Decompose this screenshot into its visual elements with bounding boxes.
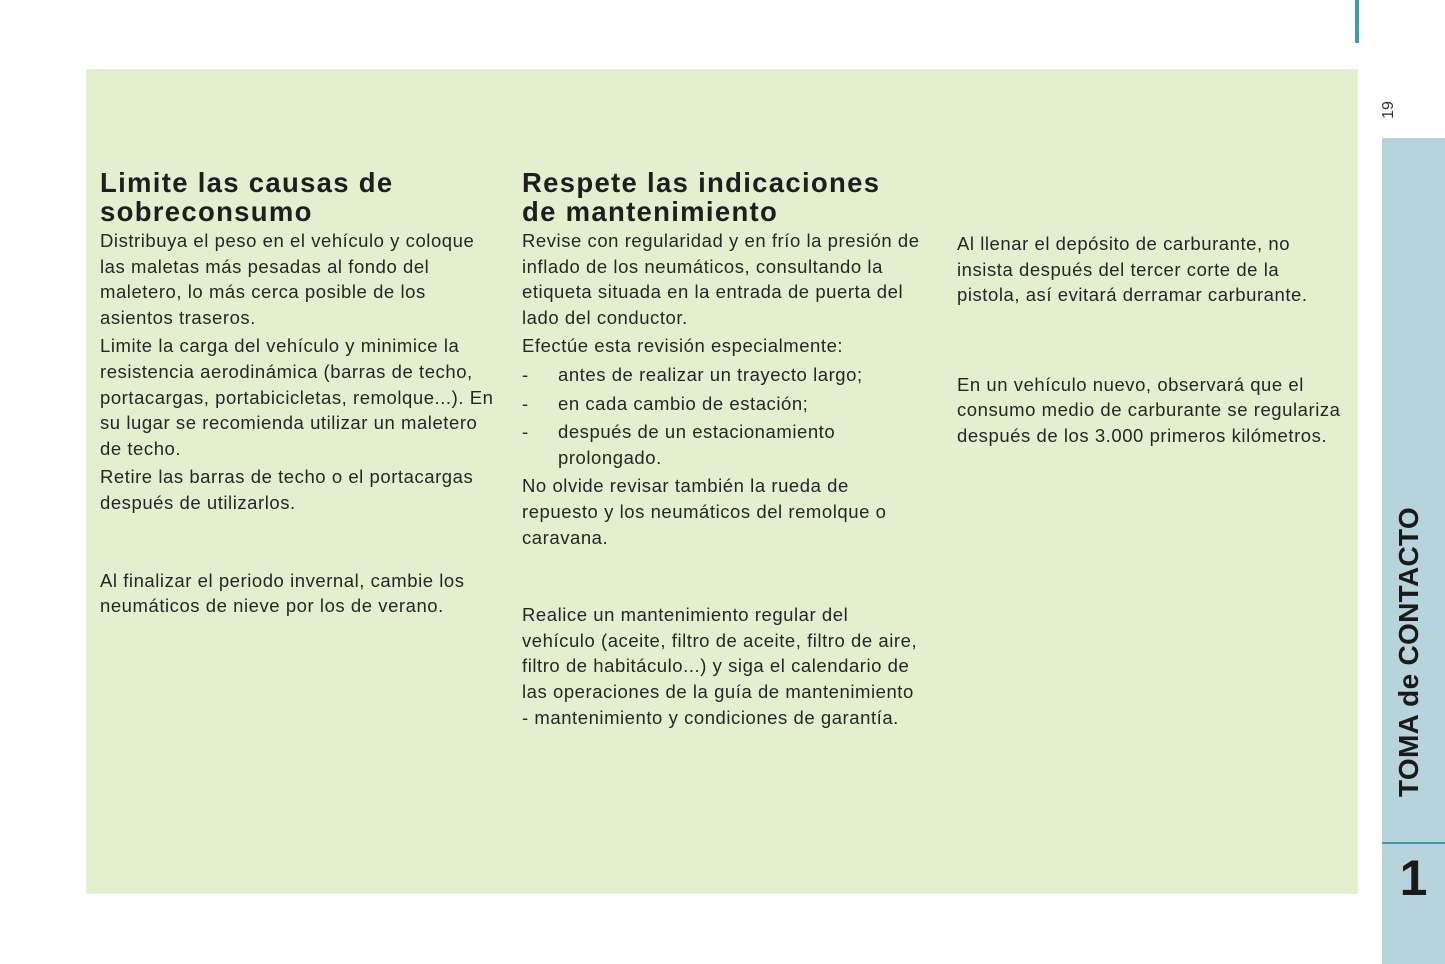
chapter-number: 1 bbox=[1399, 850, 1428, 906]
paragraph-presion: Revise con regularidad y en frío la presión de inflado de los neumáticos, consultando la etiqueta situada en la entrada de puerta del lado del conductor. bbox=[522, 230, 920, 328]
paragraph-carga: Limite la carga del vehículo y minimice la resistencia aerodinámica (barras de techo, portacargas, portabicicletas, remolque...). En su lugar se recomienda utilizar un maletero de techo. bbox=[100, 335, 494, 459]
paragraph-revision: Efectúe esta revisión especialmente: bbox=[522, 335, 844, 357]
chapter-tab-divider bbox=[1382, 842, 1445, 844]
list-item-text: antes de realizar un trayecto largo; bbox=[558, 363, 863, 385]
list-item-text: después de un estacionamiento prolongado. bbox=[558, 421, 836, 468]
page-number: 19 bbox=[1380, 101, 1397, 119]
column-carburante bbox=[957, 231, 1347, 452]
revision-list bbox=[522, 362, 922, 470]
heading-mantenimiento: Respete las indicaciones de mantenimiento bbox=[522, 167, 881, 227]
column-mantenimiento bbox=[522, 168, 922, 733]
paragraph-mantenimiento-regular: Realice un mantenimiento regular del vehículo (aceite, filtro de aceite, filtro de aire, filtro de habitáculo...) y siga el calendario de las operaciones de la guía de mantenimiento - mantenimiento y condiciones de garantía. bbox=[522, 604, 918, 728]
list-item-text: en cada cambio de estación; bbox=[558, 392, 809, 414]
paragraph-consumo-medio: En un vehículo nuevo, observará que el consumo medio de carburante se regulariza después de los 3.000 primeros kilómetros. bbox=[957, 373, 1341, 446]
dash-bullet: - bbox=[522, 392, 529, 414]
list-item bbox=[522, 419, 922, 470]
paragraph-barras: Retire las barras de techo o el portacargas después de utilizarlos. bbox=[100, 466, 474, 513]
list-item bbox=[522, 362, 922, 388]
dash-bullet: - bbox=[522, 363, 529, 385]
list-item bbox=[522, 391, 922, 417]
dash-bullet: - bbox=[522, 421, 529, 443]
paragraph-invernal: Al finalizar el periodo invernal, cambie los neumáticos de nieve por los de verano. bbox=[100, 569, 465, 617]
heading-sobreconsumo: Limite las causas de sobreconsumo bbox=[100, 167, 394, 227]
chapter-title: TOMA de CONTACTO bbox=[1393, 507, 1424, 797]
column-sobreconsumo bbox=[100, 168, 500, 622]
paragraph-peso: Distribuya el peso en el vehículo y coloque las maletas más pesadas al fondo del maletero, lo más cerca posible de los asientos traseros. bbox=[100, 230, 475, 328]
top-accent-rule bbox=[1355, 0, 1359, 43]
paragraph-deposito: Al llenar el depósito de carburante, no insista después del tercer corte de la pistola, así evitará derramar carburante. bbox=[957, 233, 1308, 306]
paragraph-repuesto: No olvide revisar también la rueda de repuesto y los neumáticos del remolque o caravana. bbox=[522, 475, 887, 548]
